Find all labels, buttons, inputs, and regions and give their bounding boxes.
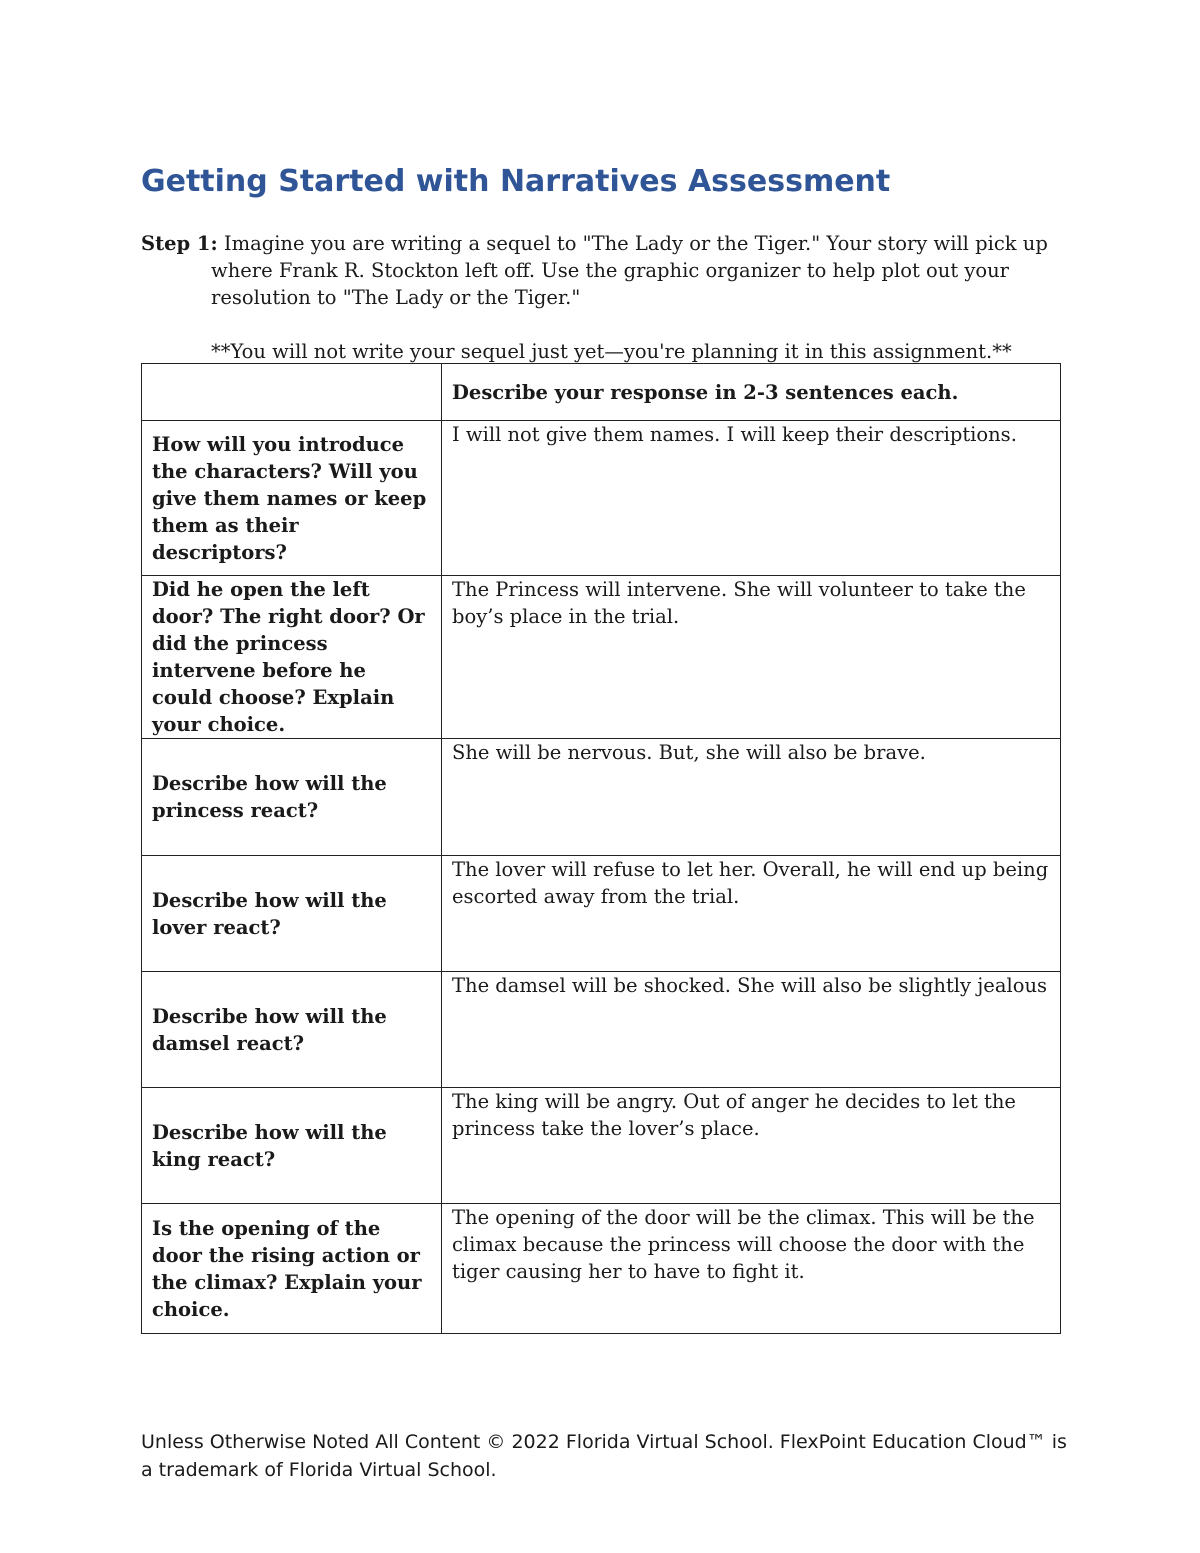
question-cell: Describe how will the princess react? (142, 739, 442, 856)
answer-cell: The Princess will intervene. She will volunteer to take the boy’s place in the trial. (442, 576, 1061, 739)
step-label: Step 1: (141, 232, 218, 255)
table-row (142, 739, 1061, 856)
answer-cell: The lover will refuse to let her. Overall, he will end up being escorted away from the trial. (442, 856, 1061, 972)
answer-cell: The opening of the door will be the climax. This will be the climax because the princess will choose the door with the tiger causing her to have to fight it. (442, 1204, 1061, 1334)
table-row (142, 1088, 1061, 1204)
answer-cell: The damsel will be shocked. She will also be slightly jealous (442, 972, 1061, 1088)
table-row (142, 1204, 1061, 1334)
graphic-organizer-table (141, 363, 1061, 1334)
table-row (142, 972, 1061, 1088)
question-cell: Describe how will the lover react? (142, 856, 442, 972)
table-row (142, 856, 1061, 972)
question-cell: Describe how will the king react? (142, 1088, 442, 1204)
answer-cell: The king will be angry. Out of anger he decides to let the princess take the lover’s place. (442, 1088, 1061, 1204)
question-cell: Describe how will the damsel react? (142, 972, 442, 1088)
question-cell: How will you introduce the characters? Will you give them names or keep them as their descriptors? (142, 421, 442, 576)
table-header-empty-cell (142, 364, 442, 421)
table-row (142, 421, 1061, 576)
answer-cell: I will not give them names. I will keep their descriptions. (442, 421, 1061, 576)
planning-note: **You will not write your sequel just yet—you're planning it in this assignment.** (211, 340, 1012, 363)
copyright-footer: Unless Otherwise Noted All Content © 2022 Florida Virtual School. FlexPoint Education Cloud™ is a trademark of Florida Virtual School. (141, 1431, 1067, 1481)
answer-cell: She will be nervous. But, she will also be brave. (442, 739, 1061, 856)
page-title: Getting Started with Narratives Assessment (141, 164, 891, 199)
table-header-row (142, 364, 1061, 421)
table-row (142, 576, 1061, 739)
question-cell: Did he open the left door? The right door? Or did the princess intervene before he could choose? Explain your choice. (142, 576, 442, 739)
step-instructions (141, 230, 1111, 311)
step-text: Imagine you are writing a sequel to "The Lady or the Tiger." Your story will pick up where Frank R. Stockton left off. Use the graphic organizer to help plot out your resolution to "The Lady or the Tiger." (211, 232, 1048, 309)
question-cell: Is the opening of the door the rising action or the climax? Explain your choice. (142, 1204, 442, 1334)
table-header-cell: Describe your response in 2-3 sentences each. (442, 364, 1061, 421)
